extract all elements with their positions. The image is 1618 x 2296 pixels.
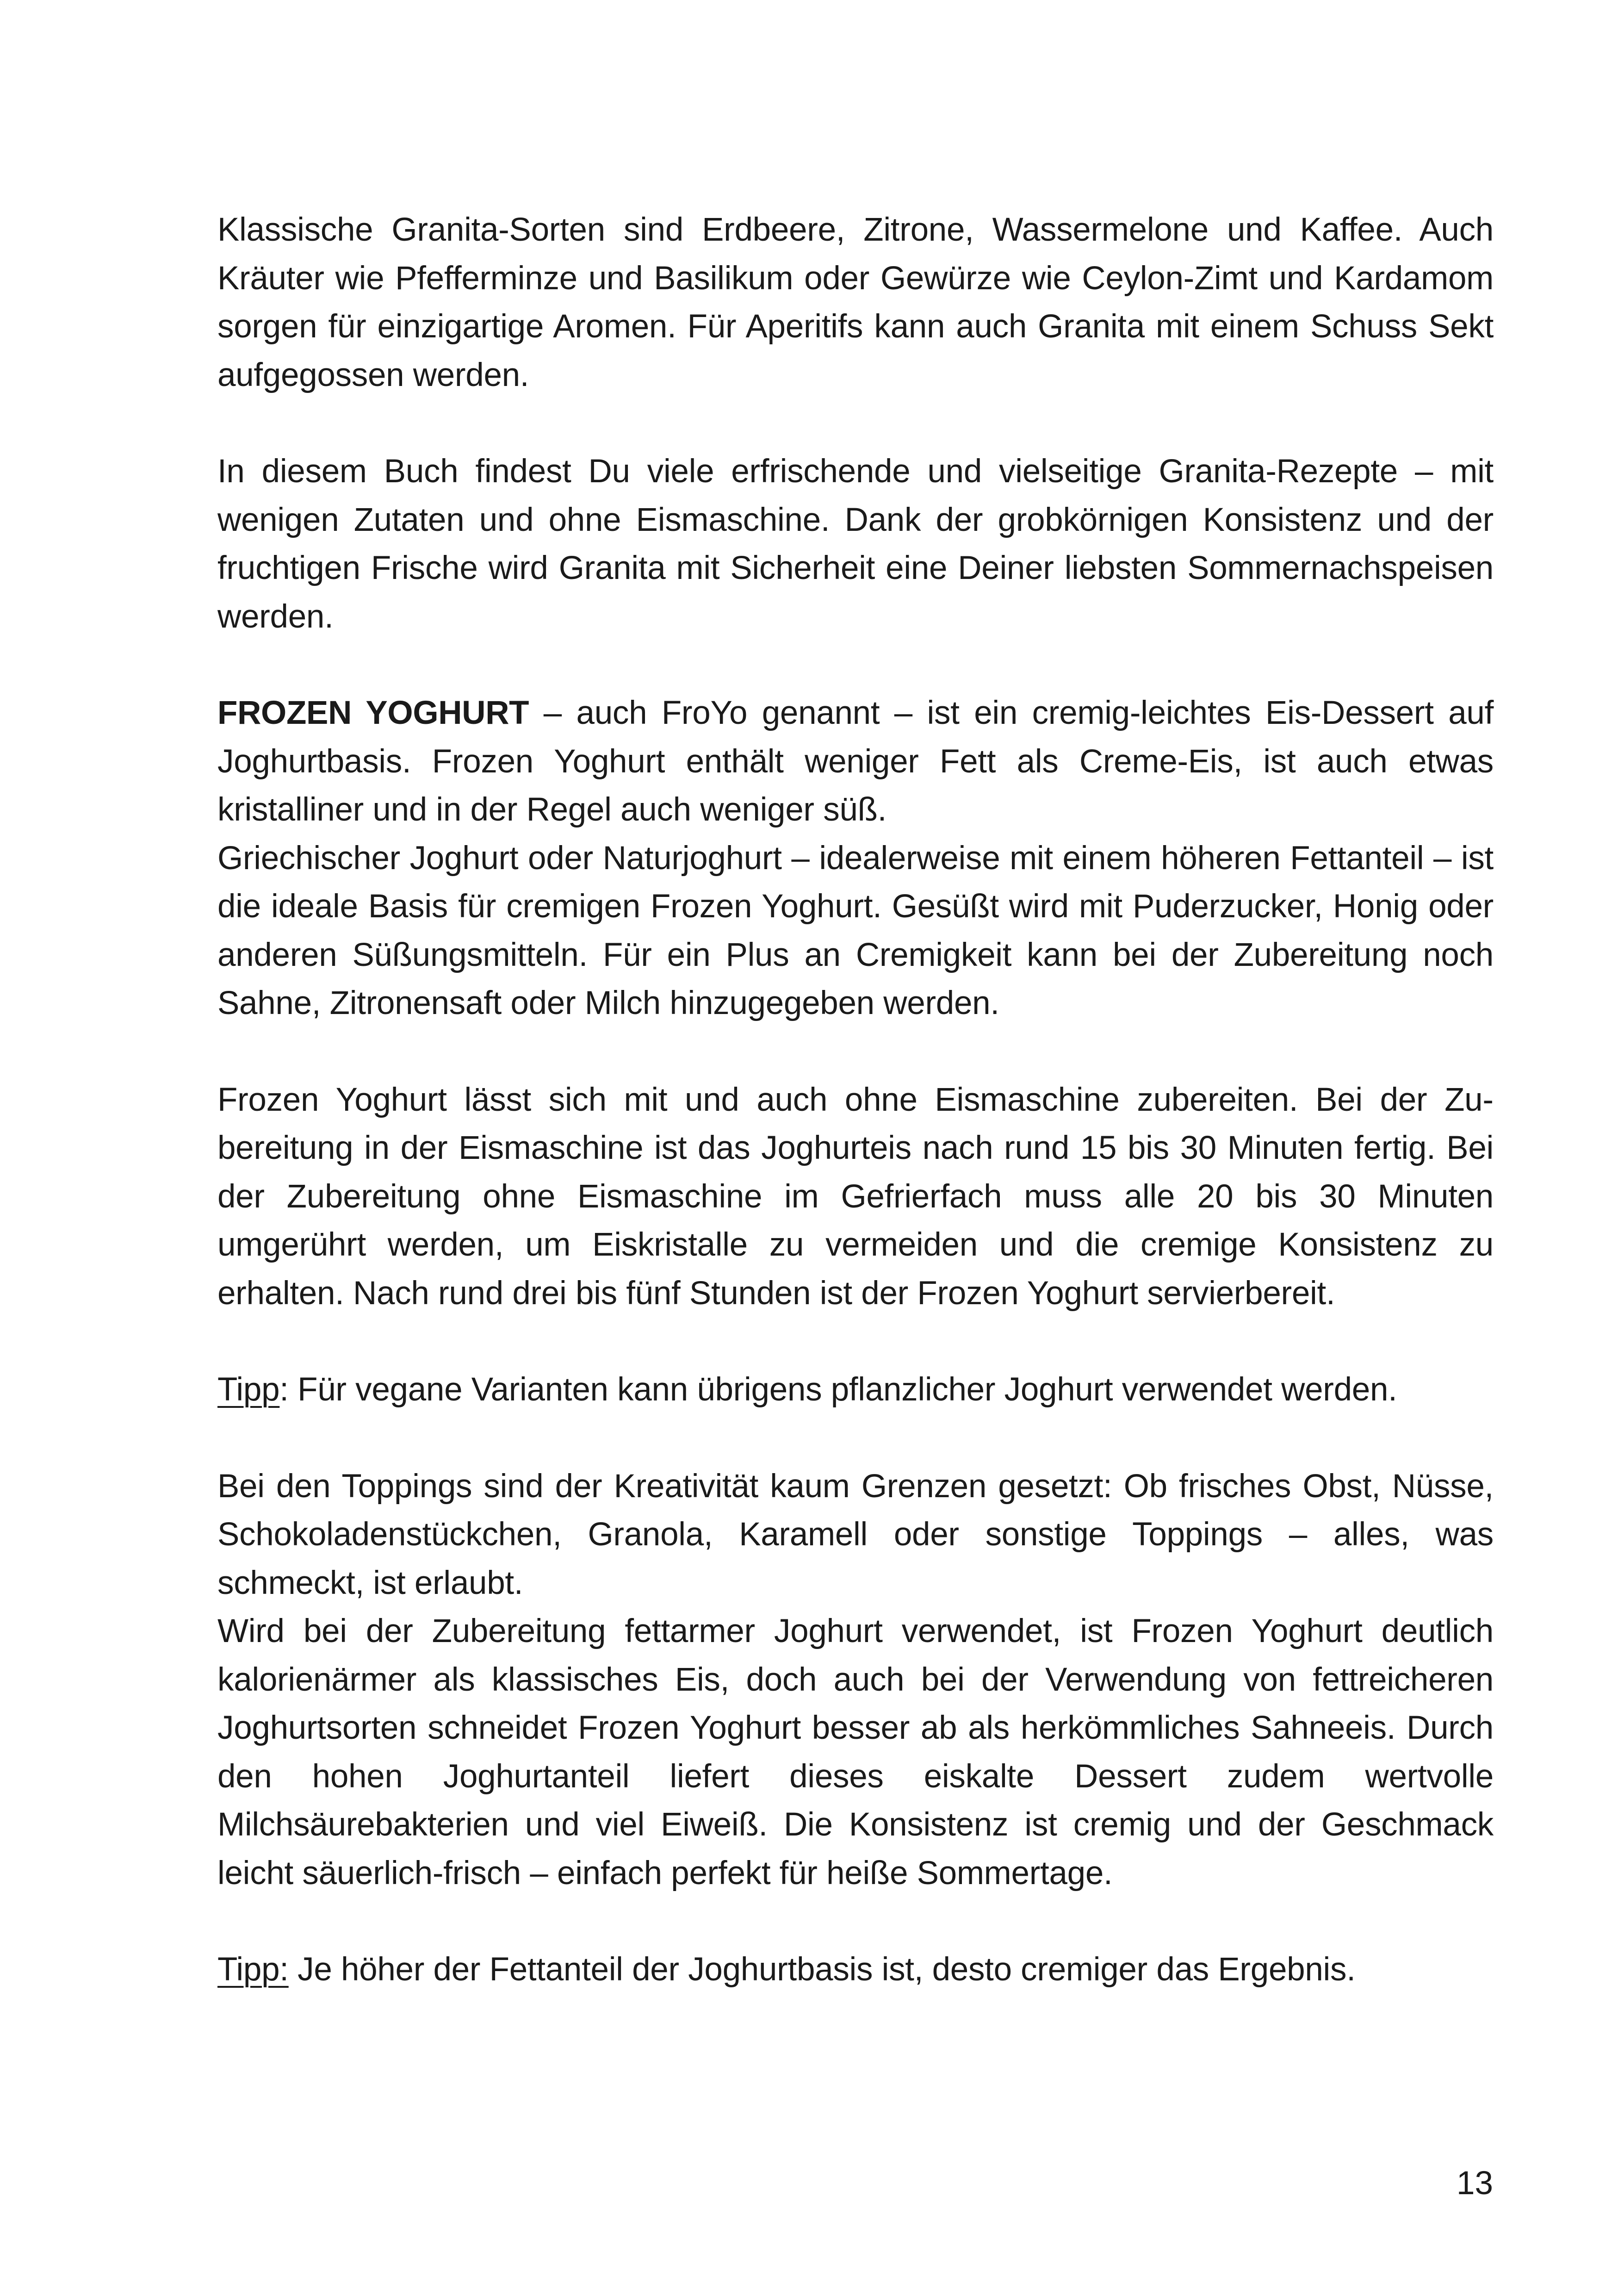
paragraph-zubereitung: Frozen Yoghurt lässt sich mit und auch ohne Eismaschine zubereiten. Bei der Zubereitung in der Eismaschine ist das Joghurteis nach rund 15 bis 30 Minuten fertig. Bei der Zubereitung ohne Eismaschine im Gefrierfach muss alle 20 bis 30 Minuten umgerührt werden, um Eiskristalle zu vermeiden und die cremige Konsistenz zu erhalten. Nach rund drei bis fünf Stunden ist der Frozen Yoghurt servierbereit. (217, 1081, 1494, 1312)
paragraph-joghurt-basis: Griechischer Joghurt oder Naturjoghurt – idealerweise mit einem höheren Fettanteil – ist die ideale Basis für cremigen Frozen Yoghurt. Gesüßt wird mit Puderzucker, Honig oder anderen Süßungsmitteln. Für ein Plus an Cremigkeit kann bei der Zubereitung noch Sahne, Zitronensaft oder Milch hinzugegeben werden. (217, 840, 1494, 1021)
tip-label: Tipp (217, 1371, 280, 1408)
paragraph-toppings: Bei den Toppings sind der Kreativität kaum Grenzen gesetzt: Ob frisches Obst, Nüsse, Schokoladenstückchen, Granola, Karamell oder sonstige Toppings – alles, was schmeckt, ist erlaubt. (217, 1468, 1494, 1601)
paragraph-granita-buch: In diesem Buch findest Du viele erfrischende und vielseitige Granita-Rezepte – mit wenigen Zutaten und ohne Eismaschine. Dank der grobkörnigen Konsistenz und der fruchtigen Frische wird Granita mit Sicherheit eine Deiner liebsten Sommernachspeisen werden. (217, 453, 1494, 635)
paragraph-gap (217, 399, 1494, 448)
page-body (217, 206, 1494, 1994)
tip-label: Tipp: (217, 1951, 289, 1988)
tip-text: : Für vegane Varianten kann übrigens pflanzlicher Joghurt verwendet werden. (279, 1371, 1397, 1408)
bold-term-frozen-yoghurt: FROZEN YOGHURT (217, 695, 529, 731)
paragraph-gap (217, 641, 1494, 689)
page-number: 13 (1457, 2165, 1493, 2202)
paragraph-gap (217, 1414, 1494, 1462)
paragraph-kalorien: Wird bei der Zubereitung fettarmer Joghurt verwendet, ist Frozen Yoghurt deutlich kalorienärmer als klassisches Eis, doch auch bei der Verwendung von fettreicheren Joghurtsorten schneidet Frozen Yoghurt besser ab als herkömmliches Sahneeis. Durch den hohen Joghurtanteil liefert dieses eiskalte Dessert zudem wertvolle Milchsäurebakterien und viel Eiweiß. Die Konsistenz ist cremig und der Geschmack leicht säuerlich-frisch – einfach perfekt für heiße Sommertage. (217, 1613, 1494, 1892)
paragraph-gap (217, 1028, 1494, 1076)
paragraph-tipp-fettanteil (217, 1946, 1494, 1994)
paragraph-tipp-vegan (217, 1366, 1494, 1414)
paragraph-gap (217, 1898, 1494, 1946)
paragraph-granita-sorten: Klassische Granita-Sorten sind Erdbeere, Zitrone, Wassermelone und Kaffee. Auch Kräuter wie Pfefferminze und Basilikum oder Gewürze wie Ceylon-Zimt und Kardamom sorgen für einzigartige Aromen. Für Aperitifs kann auch Granita mit einem Schuss Sekt aufgegossen werden. (217, 212, 1494, 393)
tip-text: Je höher der Fettanteil der Joghurtbasis ist, desto cremiger das Ergebnis. (288, 1951, 1356, 1988)
paragraph-gap (217, 1318, 1494, 1366)
paragraph-frozen-yoghurt-intro (217, 689, 1494, 834)
paragraph-text: – auch FroYo genannt – ist ein cremig-leichtes Eis-Dessert auf Joghurtbasis. Frozen Yoghurt enthält weniger Fett als Creme-Eis, ist auch etwas kristalliner und in der Regel auch weniger süß. (217, 695, 1494, 828)
